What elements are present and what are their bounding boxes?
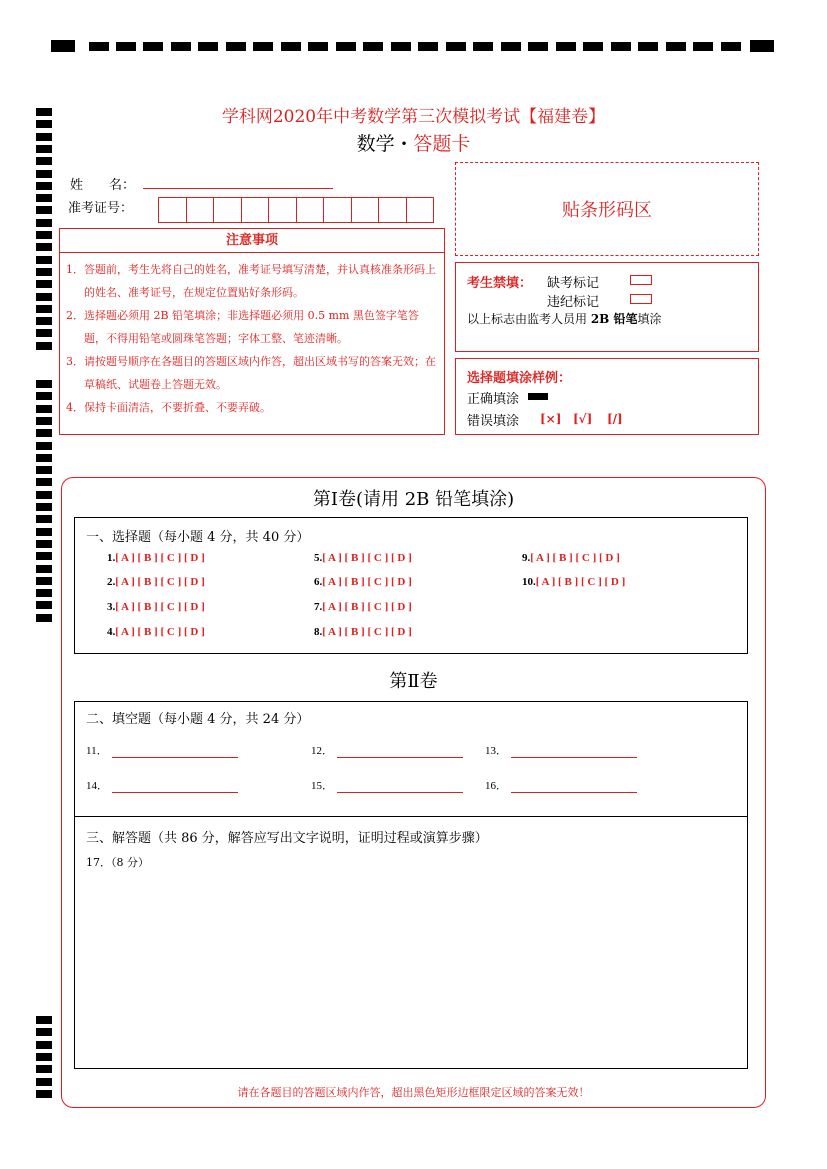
answer-section-title: 三、解答题（共 86 分，解答应写出文字说明，证明过程或演算步骤） bbox=[86, 831, 488, 846]
timing-mark bbox=[36, 417, 52, 425]
timing-mark bbox=[36, 305, 52, 313]
timing-mark bbox=[36, 454, 52, 462]
question-6[interactable]: 6.[ A ] [ B ] [ C ] [ D ] bbox=[314, 576, 412, 588]
fill-blank-14[interactable]: 14． bbox=[86, 777, 238, 793]
timing-mark bbox=[36, 157, 52, 165]
timing-mark bbox=[36, 466, 52, 474]
timing-mark bbox=[36, 1065, 52, 1073]
timing-mark bbox=[36, 429, 52, 437]
timing-mark bbox=[36, 206, 52, 214]
timing-mark bbox=[36, 329, 52, 337]
question-1[interactable]: 1.[ A ] [ B ] [ C ] [ D ] bbox=[107, 552, 205, 564]
notice-item-2: 2．选择题必须用 2B 铅笔填涂；非选择题必须用 0.5 mm 黑色签字笔答题，不得用铅笔或圆珠笔答题；字体工整、笔迹清晰。 bbox=[66, 309, 419, 345]
wrong-mark-3: [/] bbox=[607, 412, 623, 426]
fill-blank-12[interactable]: 12． bbox=[311, 742, 463, 758]
timing-mark bbox=[36, 342, 52, 350]
prohibit-title: 考生禁填： bbox=[467, 276, 533, 291]
wrong-mark-1: [×] bbox=[540, 412, 562, 426]
notice-item-1: 1．答题前，考生先将自己的姓名，准考证号填写清楚，并认真核准条形码上的姓名、准考证号，在规定位置贴好条形码。 bbox=[66, 263, 436, 299]
timing-mark bbox=[36, 1053, 52, 1061]
correct-label: 正确填涂 bbox=[467, 392, 520, 407]
fill-example-box bbox=[455, 358, 759, 435]
timing-mark bbox=[36, 243, 52, 251]
question-17-label: 17．（8 分） bbox=[86, 856, 149, 869]
filled-example-mark bbox=[528, 393, 548, 400]
timing-mark bbox=[36, 293, 52, 301]
timing-mark bbox=[36, 442, 52, 450]
timing-mark bbox=[36, 219, 52, 227]
question-10[interactable]: 10.[ A ] [ B ] [ C ] [ D ] bbox=[522, 576, 626, 588]
fill-blank-13[interactable]: 13． bbox=[485, 742, 637, 758]
question-8[interactable]: 8.[ A ] [ B ] [ C ] [ D ] bbox=[314, 626, 412, 638]
timing-mark bbox=[36, 280, 52, 288]
prohibit-note: 以上标志由监考人员用 2B 铅笔填涂 bbox=[467, 312, 662, 326]
timing-mark bbox=[36, 614, 52, 622]
timing-mark bbox=[36, 1041, 52, 1049]
timing-mark bbox=[36, 528, 52, 536]
prohibit-box bbox=[455, 262, 759, 352]
card-subtitle: 数学 · 答题卡 bbox=[356, 133, 471, 155]
absent-label: 缺考标记 bbox=[547, 276, 600, 291]
notice-box bbox=[59, 228, 445, 435]
timing-mark bbox=[36, 565, 52, 573]
timing-mark bbox=[36, 589, 52, 597]
timing-mark bbox=[36, 380, 52, 388]
fill-blank-16[interactable]: 16． bbox=[485, 777, 637, 793]
part1-title: 第Ⅰ卷(请用 2B 铅笔填涂) bbox=[312, 489, 515, 510]
fill-blank-15[interactable]: 15． bbox=[311, 777, 463, 793]
fill-section-title: 二、填空题（每小题 4 分，共 24 分） bbox=[86, 712, 310, 727]
violation-checkbox[interactable] bbox=[630, 294, 652, 304]
question-4[interactable]: 4.[ A ] [ B ] [ C ] [ D ] bbox=[107, 626, 205, 638]
question-2[interactable]: 2.[ A ] [ B ] [ C ] [ D ] bbox=[107, 576, 205, 588]
question-9[interactable]: 9.[ A ] [ B ] [ C ] [ D ] bbox=[522, 552, 620, 564]
exam-title: 学科网2020年中考数学第三次模拟考试【福建卷】 bbox=[221, 107, 606, 127]
footer-warning: 请在各题目的答题区域内作答，超出黑色矩形边框限定区域的答案无效！ bbox=[237, 1086, 590, 1099]
id-boxes[interactable] bbox=[158, 197, 434, 223]
timing-mark bbox=[36, 194, 52, 202]
question-5[interactable]: 5.[ A ] [ B ] [ C ] [ D ] bbox=[314, 552, 412, 564]
timing-mark bbox=[36, 1016, 52, 1024]
timing-mark bbox=[36, 1028, 52, 1036]
timing-mark bbox=[36, 268, 52, 276]
id-label: 准考证号： bbox=[68, 201, 134, 216]
question-17-answer-area[interactable] bbox=[75, 872, 747, 1068]
timing-mark bbox=[36, 170, 52, 178]
timing-mark bbox=[36, 405, 52, 413]
timing-mark bbox=[36, 256, 52, 264]
wrong-mark-2: [√] bbox=[573, 412, 593, 426]
name-label: 姓 名： bbox=[70, 178, 136, 193]
question-7[interactable]: 7.[ A ] [ B ] [ C ] [ D ] bbox=[314, 601, 412, 613]
timing-mark bbox=[36, 231, 52, 239]
part1-box bbox=[74, 517, 748, 654]
timing-mark bbox=[36, 540, 52, 548]
notice-title: 注意事项 bbox=[60, 229, 444, 253]
timing-mark bbox=[36, 577, 52, 585]
part2-title: 第Ⅱ卷 bbox=[389, 671, 438, 692]
fill-blank-11[interactable]: 11． bbox=[86, 742, 238, 758]
violation-label: 违纪标记 bbox=[547, 295, 600, 310]
notice-item-3: 3．请按题号顺序在各题目的答题区域内作答，超出区域书写的答案无效；在草稿纸、试题卷上答题无效。 bbox=[66, 355, 436, 391]
notice-item-4: 4．保持卡面清洁，不要折叠、不要弄破。 bbox=[66, 401, 271, 414]
timing-mark bbox=[36, 182, 52, 190]
absent-checkbox[interactable] bbox=[630, 275, 652, 285]
barcode-label: 贴条形码区 bbox=[562, 200, 652, 221]
part2-box bbox=[74, 701, 748, 1069]
fill-example-title: 选择题填涂样例： bbox=[467, 371, 572, 386]
timing-mark bbox=[36, 392, 52, 400]
mc-section-title: 一、选择题（每小题 4 分，共 40 分） bbox=[86, 530, 310, 545]
timing-mark bbox=[36, 317, 52, 325]
timing-mark bbox=[36, 515, 52, 523]
timing-mark bbox=[36, 552, 52, 560]
wrong-label: 错误填涂 bbox=[467, 414, 520, 429]
name-field[interactable] bbox=[143, 188, 333, 189]
barcode-area bbox=[455, 162, 759, 256]
question-3[interactable]: 3.[ A ] [ B ] [ C ] [ D ] bbox=[107, 601, 205, 613]
timing-mark bbox=[36, 601, 52, 609]
section-divider bbox=[75, 816, 747, 817]
